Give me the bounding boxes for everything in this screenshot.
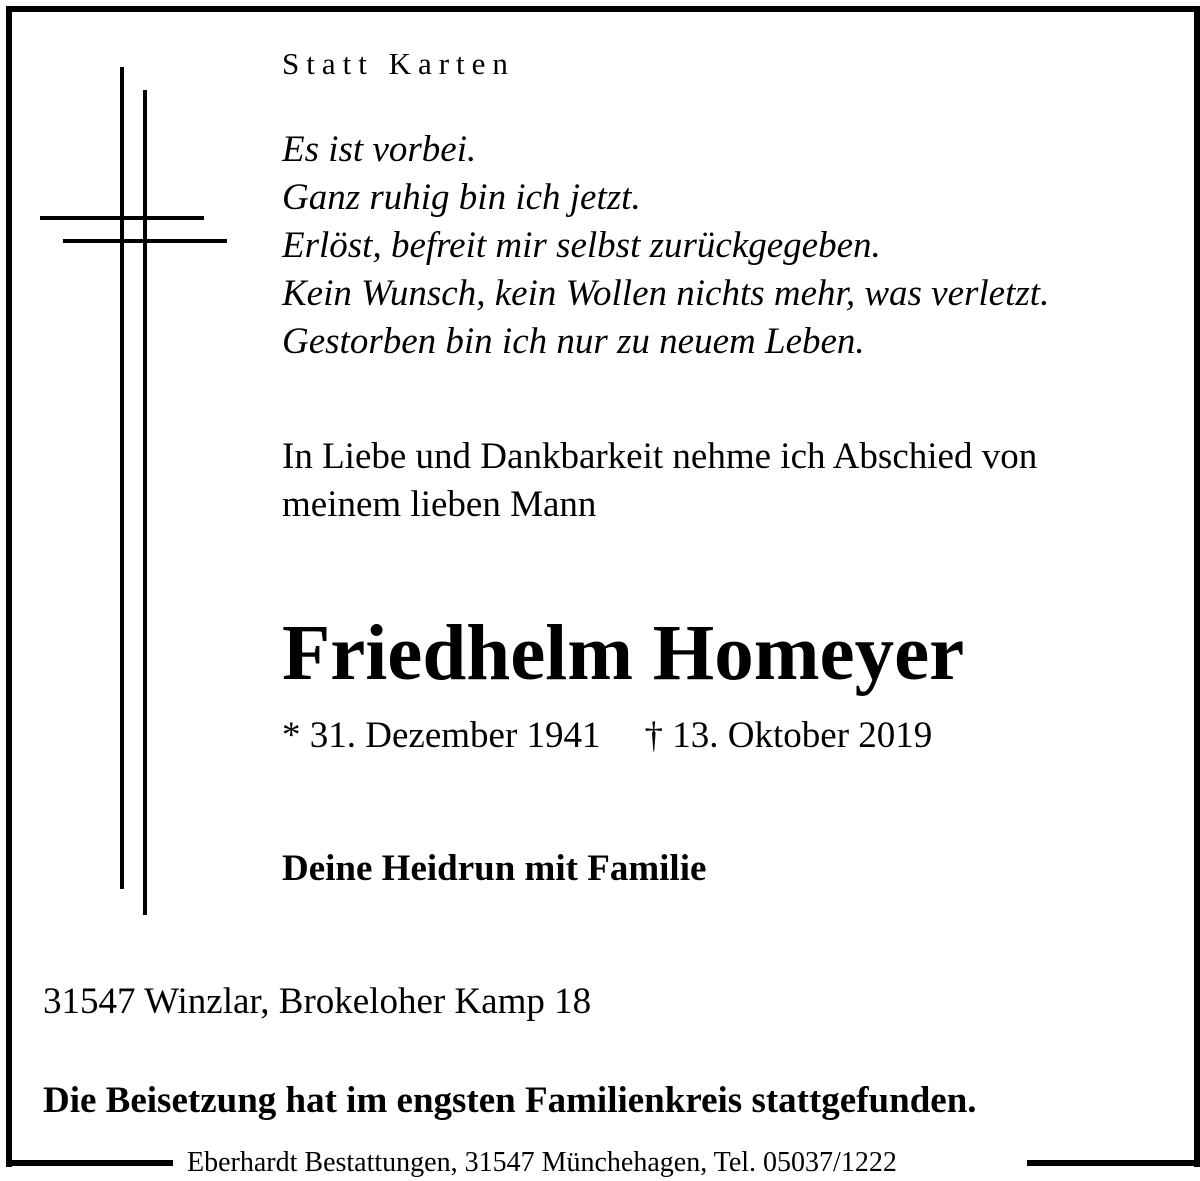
life-dates (282, 712, 932, 760)
funeral-home-footer: Eberhardt Bestattungen, 31547 Münchehagen, Tel. 05037/1222 (187, 1147, 897, 1178)
cross-horizontal-bar-1 (40, 216, 204, 220)
intro-line: In Liebe und Dankbarkeit nehme ich Abschied von (282, 436, 1038, 477)
birth-date: * 31. Dezember 1941 (282, 715, 601, 756)
burial-notice: Die Beisetzung hat im engsten Familienkreis stattgefunden. (43, 1080, 977, 1121)
poem-line: Ganz ruhig bin ich jetzt. (282, 177, 641, 218)
bottom-border-left (6, 1160, 173, 1166)
death-date: † 13. Oktober 2019 (644, 715, 933, 756)
cross-vertical-bar-2 (143, 90, 147, 915)
cross-horizontal-bar-2 (63, 239, 227, 243)
poem-line: Gestorben bin ich nur zu neuem Leben. (282, 321, 865, 362)
cross-vertical-bar-1 (120, 67, 124, 889)
poem-line: Kein Wunsch, kein Wollen nichts mehr, was verletzt. (282, 273, 1050, 314)
poem-line: Es ist vorbei. (282, 129, 477, 170)
deceased-name: Friedhelm Homeyer (282, 610, 965, 697)
bottom-border-right (1027, 1160, 1194, 1166)
address: 31547 Winzlar, Brokeloher Kamp 18 (43, 981, 592, 1022)
poem-line: Erlöst, befreit mir selbst zurückgegeben. (282, 225, 881, 266)
header-text: Statt Karten (282, 46, 515, 81)
intro-text (282, 433, 1037, 529)
intro-line: meinem lieben Mann (282, 484, 597, 525)
signature: Deine Heidrun mit Familie (282, 848, 707, 889)
poem (282, 126, 1049, 366)
